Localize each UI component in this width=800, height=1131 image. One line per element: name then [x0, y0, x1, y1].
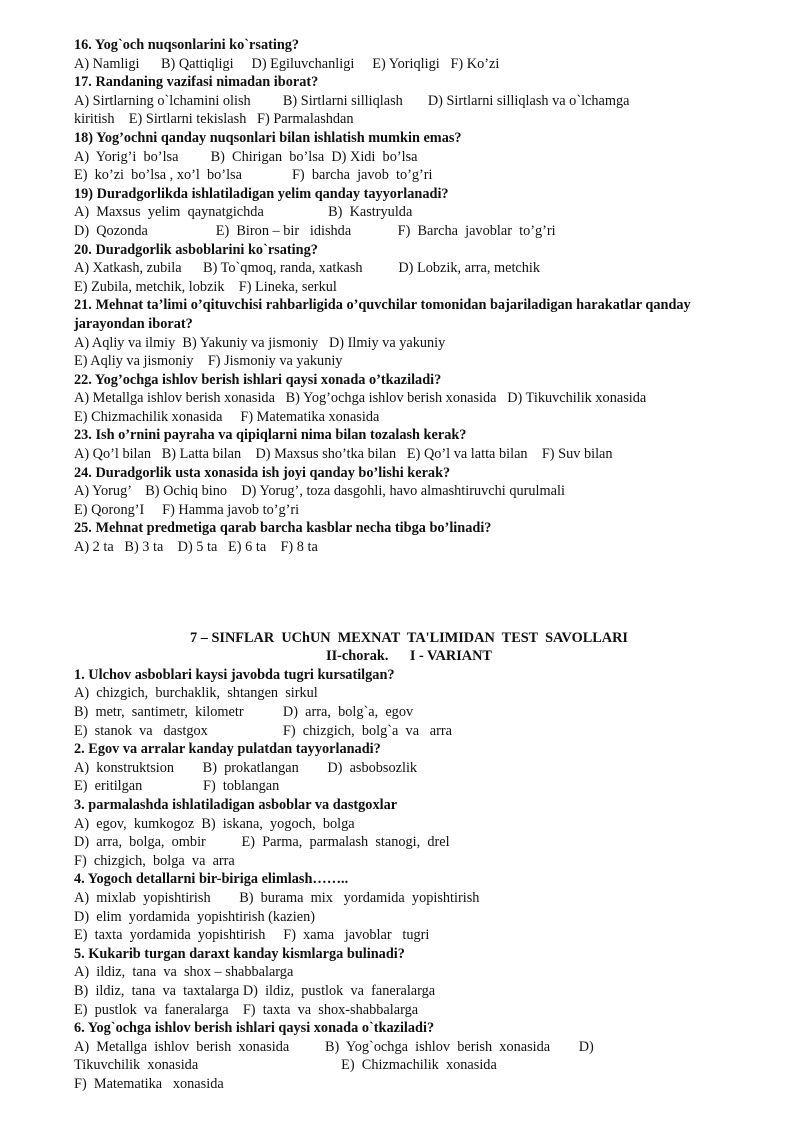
- answer-options-line: A) ildiz, tana va shox – shabbalarga: [74, 964, 294, 981]
- answer-options-line: A) Namligi B) Qattiqligi D) Egiluvchanligi E) Yoriqligi F) Ko’zi: [74, 55, 500, 72]
- question-item: [74, 185, 744, 241]
- question-text: 20. Duradgorlik asboblarini ko`rsating?: [74, 241, 318, 258]
- answer-options-line: D) arra, bolga, ombir E) Parma, parmalash stanogi, drel: [74, 834, 450, 851]
- question-text: 4. Yogoch detallarni bir-biriga elimlash……..: [74, 871, 349, 888]
- question-text: 19) Duradgorlikda ishlatiladigan yelim qanday tayyorlanadi?: [74, 185, 449, 202]
- question-text: 5. Kukarib turgan daraxt kanday kismlarga bulinadi?: [74, 945, 405, 962]
- question-item: [74, 296, 744, 370]
- question-text: 17. Randaning vazifasi nimadan iborat?: [74, 74, 319, 91]
- question-item: [74, 36, 744, 73]
- answer-options-line: A) egov, kumkogoz B) iskana, yogoch, bolga: [74, 815, 355, 832]
- answer-options-line: A) Metallga ishlov berish xonasida B) Yog`ochga ishlov berish xonasida D): [74, 1038, 594, 1055]
- question-item: [74, 740, 744, 796]
- question-text: 2. Egov va arralar kanday pulatdan tayyorlanadi?: [74, 741, 381, 758]
- answer-options-line: A) chizgich, burchaklik, shtangen sirkul: [74, 685, 318, 702]
- question-item: [74, 870, 744, 944]
- question-item: [74, 945, 744, 1019]
- answer-options-line: A) mixlab yopishtirish B) burama mix yordamida yopishtirish: [74, 889, 480, 906]
- answer-options-line: A) konstruktsion B) prokatlangan D) asbobsozlik: [74, 759, 418, 776]
- question-text: 6. Yog`ochga ishlov berish ishlari qaysi xonada o`tkaziladi?: [74, 1020, 435, 1037]
- answer-options-line: A) Maxsus yelim qaynatgichda B) Kastryulda: [74, 204, 413, 221]
- question-text: 24. Duradgorlik usta xonasida ish joyi qanday bo’lishi kerak?: [74, 464, 451, 481]
- question-text: 22. Yog’ochga ishlov berish ishlari qaysi xonada o’tkaziladi?: [74, 371, 442, 388]
- question-list-part2: [74, 666, 744, 1094]
- answer-options-line: E) Zubila, metchik, lobzik F) Lineka, serkul: [74, 278, 337, 295]
- answer-options-line: E) Qorong’I F) Hamma javob to’g’ri: [74, 501, 300, 518]
- question-item: [74, 796, 744, 870]
- question-text: 3. parmalashda ishlatiladigan asboblar va dastgoxlar: [74, 796, 398, 813]
- answer-options-line: E) taxta yordamida yopishtirish F) xama javoblar tugri: [74, 927, 430, 944]
- question-item: [74, 241, 744, 297]
- answer-options-line: A) Aqliy va ilmiy B) Yakuniy va jismoniy D) Ilmiy va yakuniy: [74, 334, 446, 351]
- answer-options-line: A) Metallga ishlov berish xonasida B) Yog’ochga ishlov berish xonasida D) Tikuvchilik xonasida: [74, 390, 647, 407]
- answer-options-line: A) Yorug’ B) Ochiq bino D) Yorug’, toza dasgohli, havo almashtiruvchi qurulmali: [74, 483, 565, 500]
- question-item: [74, 1019, 744, 1093]
- question-item: [74, 464, 744, 520]
- question-text: 21. Mehnat ta’limi o’qituvchisi rahbarligida o’quvchilar tomonidan bajariladigan harakatlar qanday jarayondan iborat?: [74, 297, 691, 332]
- answer-options-line: E) ko’zi bo’lsa , xo’l bo’lsa F) barcha javob to’g’ri: [74, 167, 433, 184]
- answer-options-line: D) Qozonda E) Biron – bir idishda F) Barcha javoblar to’g’ri: [74, 222, 556, 239]
- answer-options-line: F) chizgich, bolga va arra: [74, 852, 235, 869]
- answer-options-line: D) elim yordamida yopishtirish (kazien): [74, 908, 316, 925]
- question-item: [74, 666, 744, 740]
- answer-options-line: E) stanok va dastgox F) chizgich, bolg`a va arra: [74, 722, 452, 739]
- question-item: [74, 73, 744, 129]
- answer-options-line: E) eritilgan F) toblangan: [74, 778, 280, 795]
- answer-options-line: A) 2 ta B) 3 ta D) 5 ta E) 6 ta F) 8 ta: [74, 539, 318, 556]
- answer-options-line: kiritish E) Sirtlarni tekislash F) Parmalashdan: [74, 111, 354, 128]
- question-text: 18) Yog’ochni qanday nuqsonlari bilan ishlatish mumkin emas?: [74, 129, 462, 146]
- answer-options-line: E) pustlok va faneralarga F) taxta va shox-shabbalarga: [74, 1001, 419, 1018]
- question-text: 16. Yog`och nuqsonlarini ko`rsating?: [74, 37, 300, 53]
- test-subtitle: II-chorak. I - VARIANT: [326, 648, 492, 665]
- answer-options-line: Tikuvchilik xonasida E) Chizmachilik xonasida: [74, 1057, 497, 1074]
- answer-options-line: A) Qo’l bilan B) Latta bilan D) Maxsus sho’tka bilan E) Qo’l va latta bilan F) Suv bilan: [74, 446, 613, 463]
- question-item: [74, 426, 744, 463]
- answer-options-line: E) Chizmachilik xonasida F) Matematika xonasida: [74, 408, 380, 425]
- answer-options-line: A) Sirtlarning o`lchamini olish B) Sirtlarni silliqlash D) Sirtlarni silliqlash va o`lchamga: [74, 92, 630, 109]
- document-page: [74, 36, 744, 1093]
- question-item: [74, 371, 744, 427]
- answer-options-line: B) ildiz, tana va taxtalarga D) ildiz, pustlok va faneralarga: [74, 982, 436, 999]
- question-list-part1: [74, 36, 744, 557]
- answer-options-line: A) Xatkash, zubila B) To`qmoq, randa, xatkash D) Lobzik, arra, metchik: [74, 260, 541, 277]
- question-text: 23. Ish o’rnini payraha va qipiqlarni nima bilan tozalash kerak?: [74, 427, 467, 444]
- answer-options-line: B) metr, santimetr, kilometr D) arra, bolg`a, egov: [74, 704, 414, 720]
- test-title: 7 – SINFLAR UChUN MEXNAT TA'LIMIDAN TEST SAVOLLARI: [190, 629, 628, 646]
- answer-options-line: A) Yorig’i bo’lsa B) Chirigan bo’lsa D) Xidi bo’lsa: [74, 148, 418, 165]
- answer-options-line: F) Matematika xonasida: [74, 1075, 224, 1092]
- question-text: 25. Mehnat predmetiga qarab barcha kasblar necha tibga bo’linadi?: [74, 520, 492, 537]
- section-gap: [74, 557, 744, 629]
- question-text: 1. Ulchov asboblari kaysi javobda tugri kursatilgan?: [74, 666, 395, 683]
- question-item: [74, 519, 744, 556]
- answer-options-line: E) Aqliy va jismoniy F) Jismoniy va yakuniy: [74, 353, 343, 370]
- question-item: [74, 129, 744, 185]
